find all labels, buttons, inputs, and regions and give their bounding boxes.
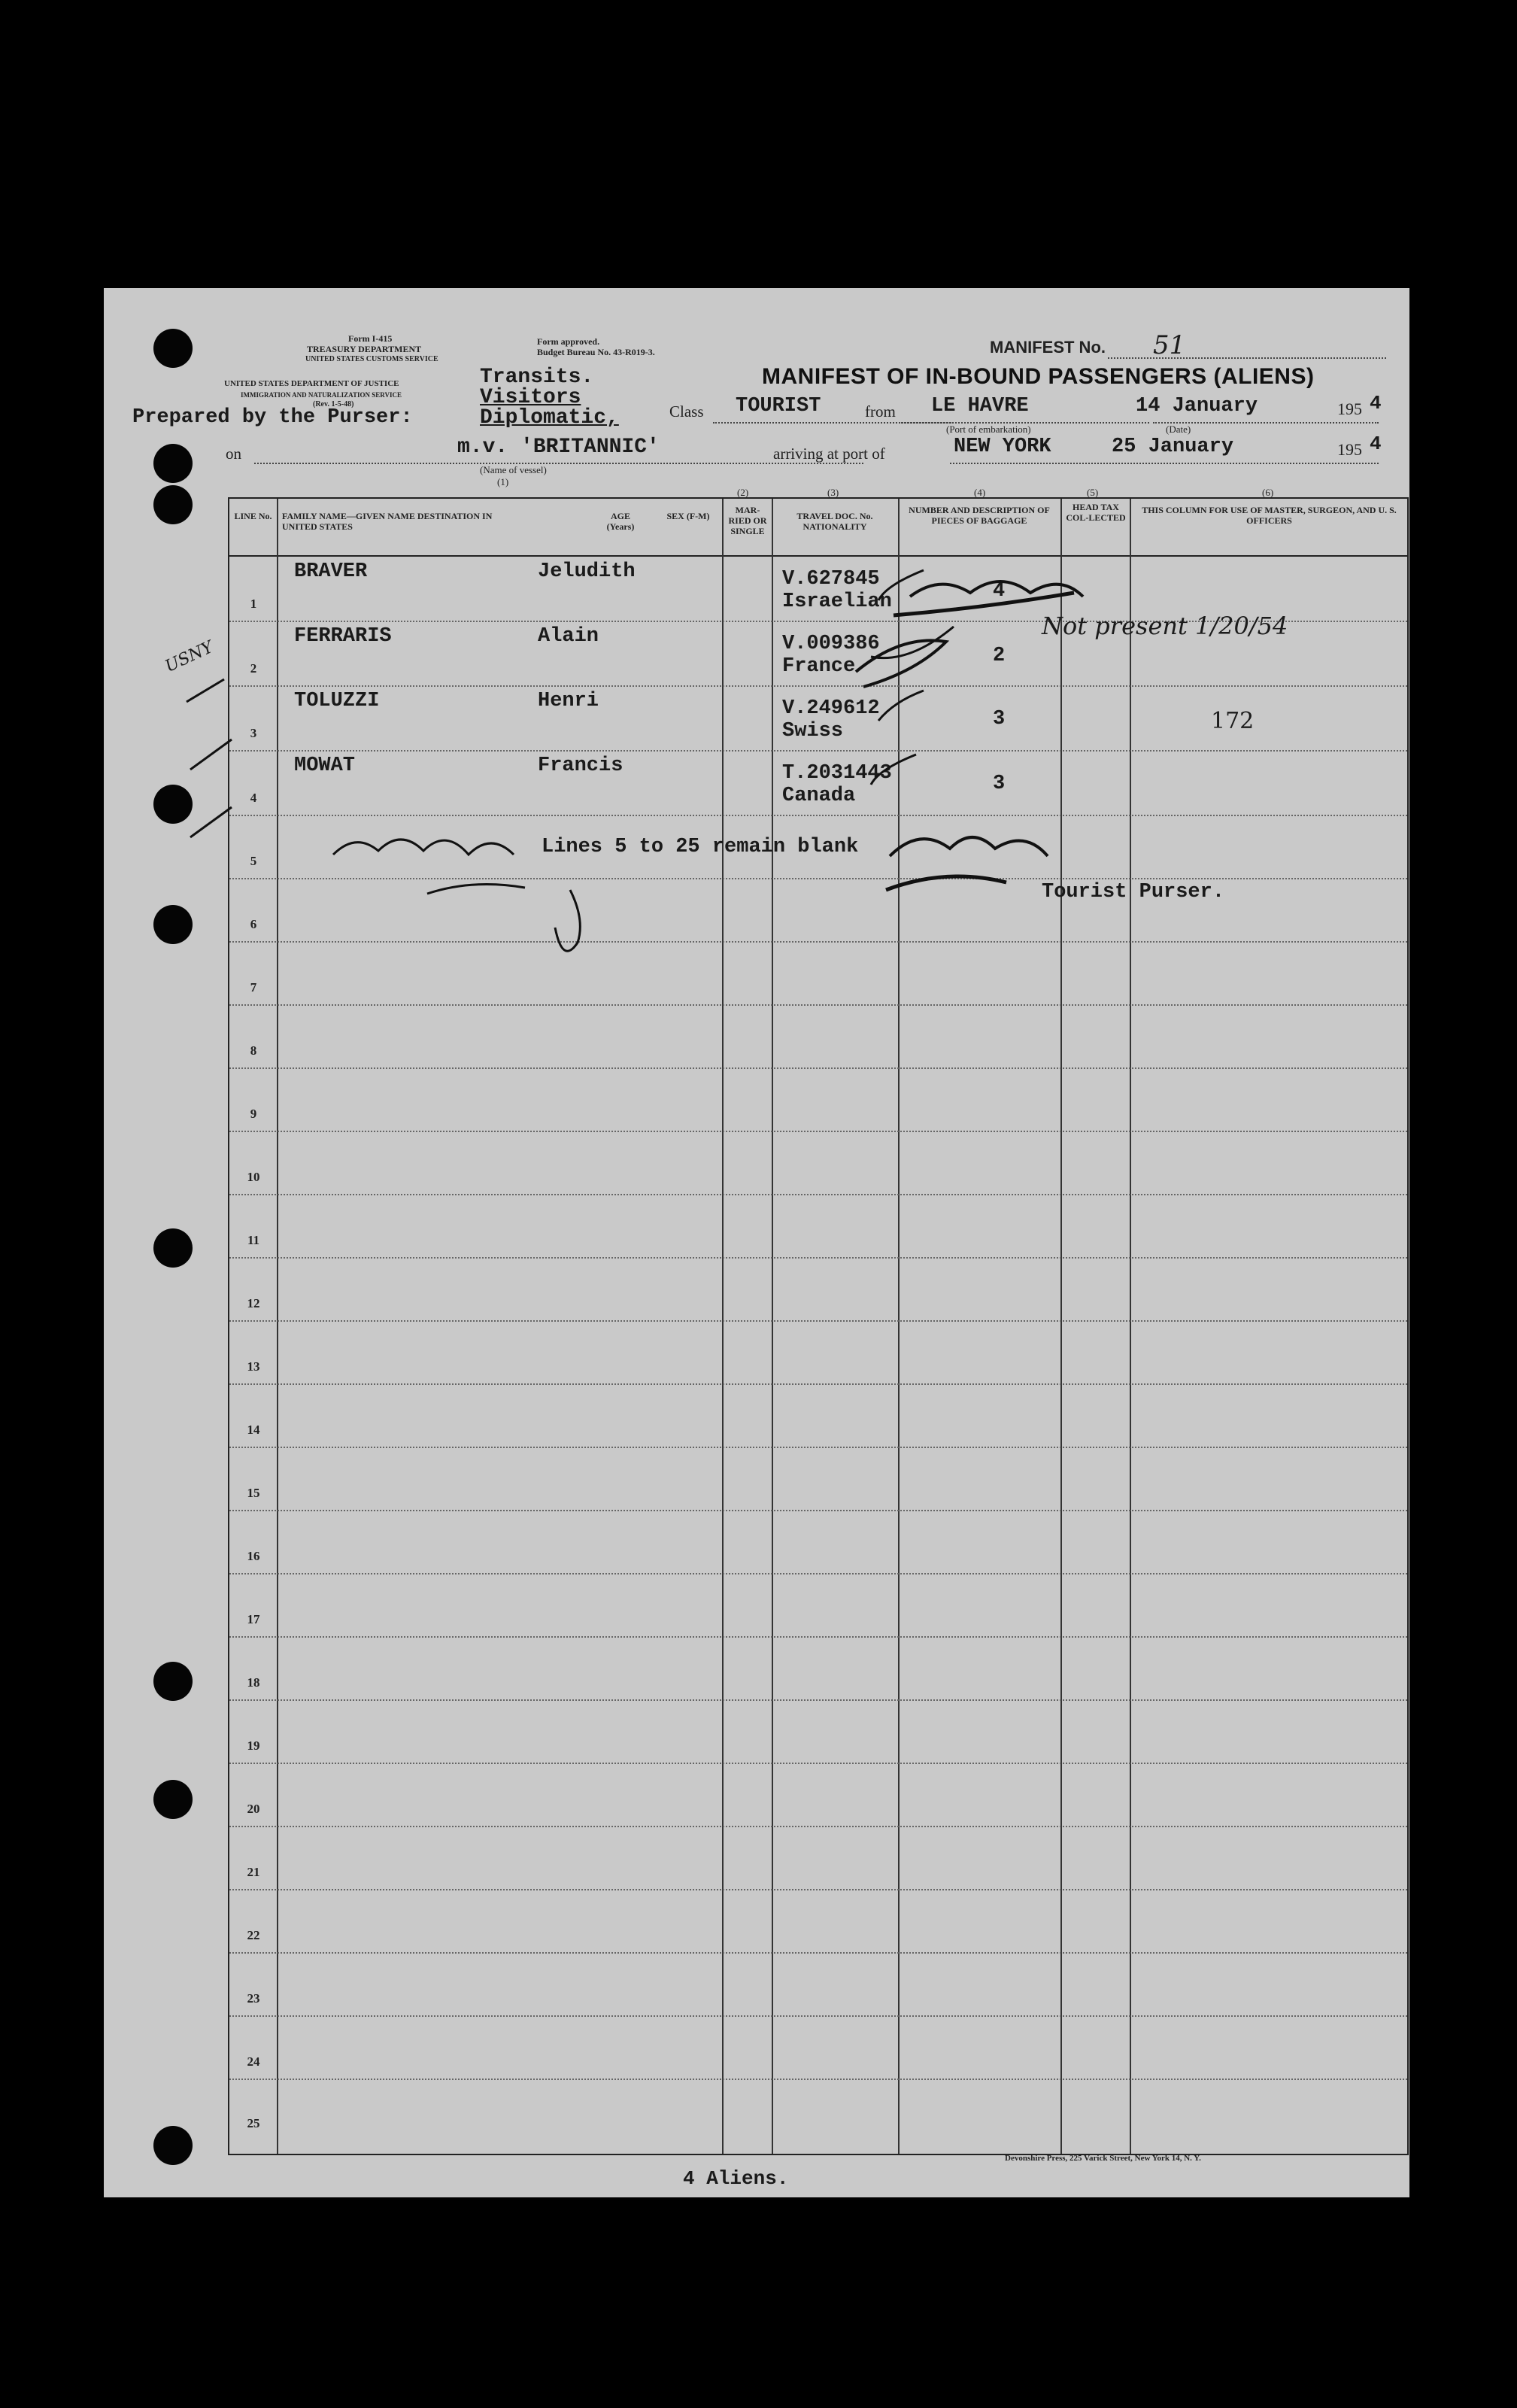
agency-line1: UNITED STATES DEPARTMENT OF JUSTICE [224, 379, 399, 388]
line-number: 19 [247, 1738, 260, 1753]
header-married: MAR-RIED OR SINGLE [728, 505, 767, 536]
line-number: 6 [250, 917, 257, 931]
header-officers: THIS COLUMN FOR USE OF MASTER, SURGEON, AND U. S. OFFICERS [1142, 505, 1397, 526]
given-name: Jeludith [538, 560, 636, 583]
nationality: Canada [782, 785, 856, 807]
officer-note: Not present 1/20/54 [1042, 612, 1288, 640]
line-number: 3 [250, 726, 257, 740]
line-number: 25 [247, 2116, 260, 2130]
budget-number: Budget Bureau No. 43-R019-3. [537, 347, 655, 357]
blank-lines-note: Lines 5 to 25 remain blank [542, 836, 859, 858]
line-number: 22 [247, 1928, 260, 1942]
column-number-5: (5) [1087, 487, 1099, 498]
arrival-date: 25 January [1112, 436, 1234, 458]
travel-doc: V.249612 [782, 697, 880, 720]
family-name: BRAVER [294, 560, 368, 583]
header-travel-doc: TRAVEL DOC. No. NATIONALITY [796, 511, 873, 532]
port-caption: (Port of embarkation) [946, 424, 1031, 435]
from-label: from [865, 402, 896, 421]
arriving-label: arriving at port of [773, 445, 885, 463]
agency-line2: IMMIGRATION AND NATURALIZATION SERVICE [241, 391, 402, 399]
service: UNITED STATES CUSTOMS SERVICE [305, 355, 438, 363]
manifest-label: MANIFEST No. [990, 338, 1106, 357]
printer-imprint: Devonshire Press, 225 Varick Street, New York 14, N. Y. [1005, 2154, 1201, 2163]
baggage-count: 2 [993, 645, 1006, 667]
revision: (Rev. 1-5-48) [313, 400, 354, 408]
baggage-count: 3 [993, 773, 1006, 795]
form-number: Form I-415 [348, 333, 393, 344]
on-label: on [226, 445, 241, 463]
header-line-no: LINE No. [234, 511, 272, 521]
departure-year: 195 [1337, 399, 1362, 418]
line-number: 17 [247, 1612, 260, 1626]
class-value: TOURIST [736, 395, 821, 418]
family-name: MOWAT [294, 755, 356, 777]
line-number: 9 [250, 1107, 257, 1121]
arrival-year-digit: 4 [1370, 433, 1382, 455]
signature-caption: Tourist Purser. [1042, 881, 1225, 903]
line-number: 10 [247, 1170, 260, 1184]
line-number: 5 [250, 854, 257, 868]
baggage-count: 4 [993, 580, 1006, 603]
line-number: 24 [247, 2054, 260, 2069]
header-baggage: NUMBER AND DESCRIPTION OF PIECES OF BAGGAGE [909, 505, 1050, 526]
travel-doc: V.009386 [782, 633, 880, 655]
line-number: 23 [247, 1991, 260, 2006]
header-age: AGE (Years) [606, 511, 635, 532]
column-number-3: (3) [827, 487, 839, 498]
line-number: 21 [247, 1865, 260, 1879]
vessel-name: m.v. 'BRITANNIC' [457, 436, 660, 459]
header-head-tax: HEAD TAX COL-LECTED [1066, 502, 1126, 523]
category-diplomatic: Diplomatic, [480, 406, 619, 430]
family-name: FERRARIS [294, 625, 392, 648]
travel-doc: T.2031443 [782, 762, 892, 785]
given-name: Henri [538, 690, 599, 712]
prepared-by-purser: Prepared by the Purser: [132, 406, 413, 429]
column-number-4: (4) [974, 487, 986, 498]
line-number: 15 [247, 1486, 260, 1500]
category-visitors: Visitors [480, 386, 581, 409]
travel-doc: V.627845 [782, 568, 880, 591]
margin-annotation: USNY [162, 637, 217, 677]
nationality: France [782, 655, 856, 678]
vessel-caption: (Name of vessel) [480, 464, 547, 475]
departure-date: 14 January [1136, 395, 1258, 418]
nationality: Swiss [782, 720, 844, 742]
line-number: 16 [247, 1549, 260, 1563]
port-of-embarkation: LE HAVRE [931, 395, 1029, 418]
arrival-port: NEW YORK [954, 436, 1051, 458]
line-number: 1 [250, 597, 257, 611]
arrival-year: 195 [1337, 440, 1362, 459]
header-sex: SEX (F-M) [666, 511, 710, 521]
line-number: 20 [247, 1802, 260, 1816]
column-number-2: (2) [737, 487, 749, 498]
manifest-page [104, 288, 1409, 2197]
given-name: Alain [538, 625, 599, 648]
manifest-number: 51 [1153, 330, 1186, 360]
department: TREASURY DEPARTMENT [307, 344, 422, 354]
header-name: FAMILY NAME—GIVEN NAME DESTINATION IN UNITED STATES [282, 511, 493, 532]
category-transits: Transits. [480, 366, 594, 389]
form-approval: Form approved. [537, 336, 600, 347]
footer-total: 4 Aliens. [683, 2167, 789, 2190]
date-caption: (Date) [1166, 424, 1191, 435]
nationality: Israelian [782, 591, 892, 613]
given-name: Francis [538, 755, 623, 777]
departure-year-digit: 4 [1370, 392, 1382, 414]
line-number: 11 [247, 1233, 260, 1247]
line-number: 4 [250, 791, 257, 805]
column-number-6: (6) [1262, 487, 1274, 498]
line-number: 13 [247, 1359, 260, 1374]
line-number: 12 [247, 1296, 260, 1310]
officer-note: 172 [1211, 708, 1255, 734]
family-name: TOLUZZI [294, 690, 380, 712]
line-number: 7 [250, 980, 257, 994]
handwriting-strokes [104, 288, 1409, 2197]
class-label: Class [669, 402, 704, 421]
line-number: 18 [247, 1675, 260, 1690]
manifest-title: MANIFEST OF IN-BOUND PASSENGERS (ALIENS) [762, 364, 1315, 389]
baggage-count: 3 [993, 708, 1006, 730]
column-number-1: (1) [497, 476, 509, 487]
line-number: 14 [247, 1423, 260, 1437]
line-number: 2 [250, 661, 257, 676]
line-number: 8 [250, 1043, 257, 1058]
